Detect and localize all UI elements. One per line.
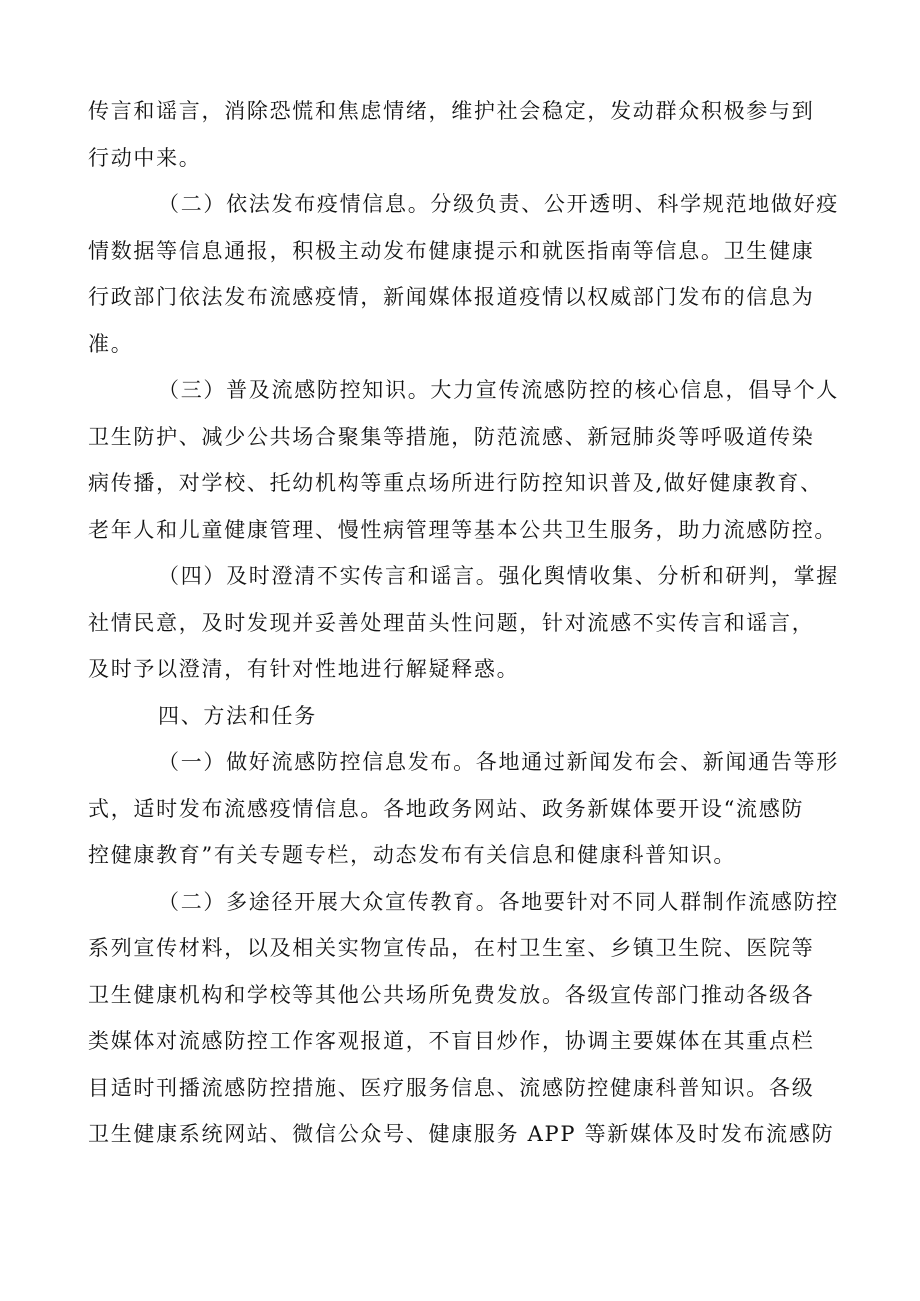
text-line: 老年人和儿童健康管理、慢性病管理等基本公共卫生服务，助力流感防控。 <box>88 517 838 542</box>
text-line: 控健康教育”有关专题专栏，动态发布有关信息和健康科普知识。 <box>88 843 737 867</box>
paragraph <box>88 181 840 367</box>
text-line: （二）多途径开展大众宣传教育。各地要针对不同人群制作流感防控 <box>158 889 839 914</box>
text-line: 式，适时发布流感疫情信息。各地政务网站、政务新媒体要开设“流感防 <box>88 796 805 821</box>
text-line: 及时予以澄清，有针对性地进行解疑释惑。 <box>88 657 520 681</box>
paragraph <box>88 367 840 553</box>
text-line: 系列宣传材料，以及相关实物宣传品，在村卫生室、乡镇卫生院、医院等 <box>88 936 815 960</box>
paragraph <box>88 739 840 879</box>
text-line: 情数据等信息通报，积极主动发布健康提示和就医指南等信息。卫生健康 <box>88 238 815 263</box>
paragraph <box>88 693 840 740</box>
text-line: 类媒体对流感防控工作客观报道，不盲目炒作，协调主要媒体在其重点栏 <box>88 1029 815 1053</box>
text-line: 行动中来。 <box>88 145 202 170</box>
text-line: （一）做好流感防控信息发布。各地通过新闻发布会、新闻通告等形 <box>158 750 839 774</box>
text-line: 卫生健康机构和学校等其他公共场所免费发放。各级宣传部门推动各级各 <box>88 982 815 1007</box>
text-line: （二）依法发布疫情信息。分级负责、公开透明、科学规范地做好疫 <box>158 192 839 216</box>
paragraph <box>88 88 840 181</box>
text-line: （三）普及流感防控知识。大力宣传流感防控的核心信息，倡导个人 <box>158 378 839 402</box>
text-line: 卫生健康系统网站、微信公众号、健康服务 APP 等新媒体及时发布流感防 <box>88 1122 835 1146</box>
document-page <box>88 88 840 1158</box>
text-line: 病传播，对学校、托幼机构等重点场所进行防控知识普及,做好健康教育、 <box>88 471 823 495</box>
text-line: 行政部门依法发布流感疫情，新闻媒体报道疫情以权威部门发布的信息为 <box>88 285 815 309</box>
text-line: 卫生防护、减少公共场合聚集等措施，防范流感、新冠肺炎等呼吸道传染 <box>88 424 815 449</box>
paragraph <box>88 553 840 693</box>
paragraph <box>88 879 840 1158</box>
text-line: 准。 <box>88 331 134 356</box>
text-line: （四）及时澄清不实传言和谣言。强化舆情收集、分析和研判，掌握 <box>158 564 839 588</box>
text-line: 传言和谣言，消除恐慌和焦虑情绪，维护社会稳定，发动群众积极参与到 <box>88 99 815 123</box>
text-line: 社情民意，及时发现并妥善处理苗头性问题，针对流感不实传言和谣言， <box>88 610 815 635</box>
text-line: 目适时刊播流感防控措施、医疗服务信息、流感防控健康科普知识。各级 <box>88 1075 815 1100</box>
text-line: 四、方法和任务 <box>158 703 317 728</box>
